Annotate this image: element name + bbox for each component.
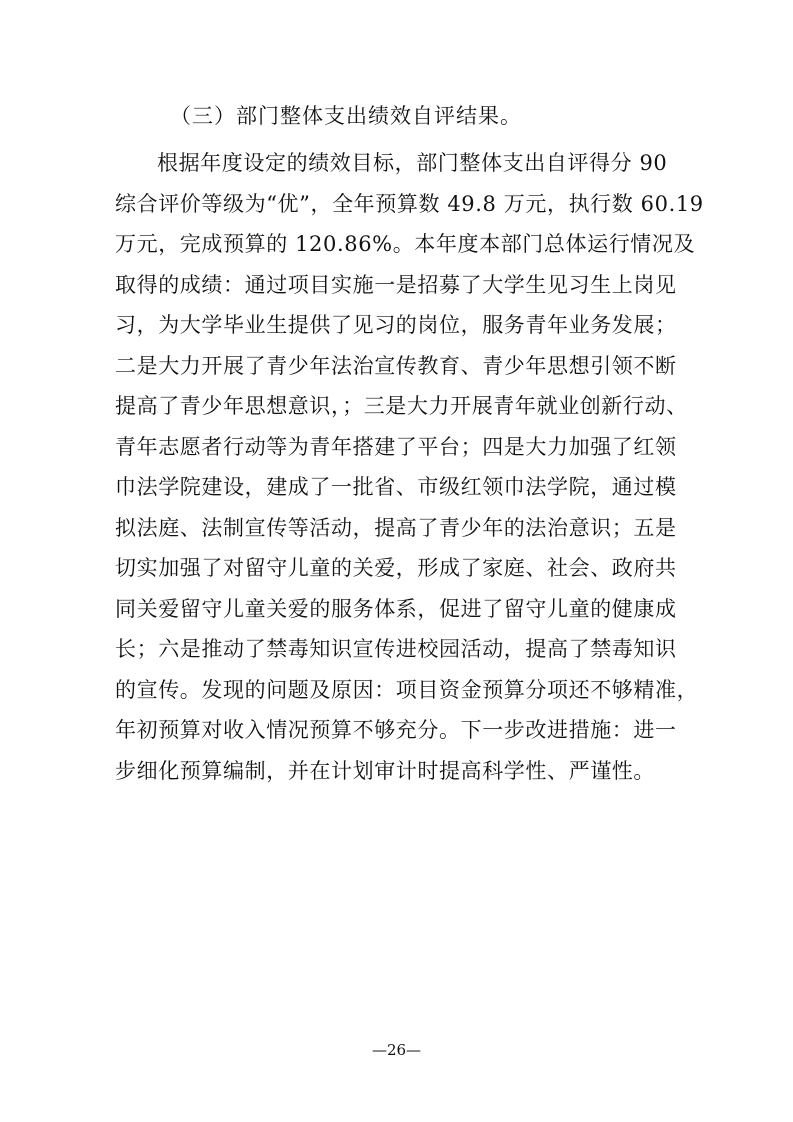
paragraph-line: 取得的成绩：通过项目实施一是招募了大学生见习生上岗见 [115, 272, 677, 297]
paragraph-line: 切实加强了对留守儿童的关爱，形成了家庭、社会、政府共 [115, 556, 677, 580]
paragraph-line: 二是大力开展了青少年法治宣传教育、青少年思想引领不断 [115, 353, 677, 378]
paragraph-line: 提高了青少年思想意识，；三是大力开展青年就业创新行动、 [115, 394, 688, 418]
paragraph-line: 年初预算对收入情况预算不够充分。下一步改进措施：进一 [115, 718, 677, 742]
paragraph-line: 拟法庭、法制宣传等活动，提高了青少年的法治意识；五是 [115, 515, 677, 540]
paragraph-line: 步细化预算编制，并在计划审计时提高科学性、严谨性。 [115, 758, 655, 783]
paragraph-line: 长；六是推动了禁毒知识宣传进校园活动，提高了禁毒知识 [115, 637, 677, 661]
page-number: —26— [371, 1041, 422, 1059]
paragraph-line: 万元，完成预算的 120.86%。本年度本部门总体运行情况及 [115, 232, 696, 256]
paragraph-line: 根据年度设定的绩效目标，部门整体支出自评得分 90 [157, 151, 668, 175]
section-heading: （三）部门整体支出绩效自评结果。 [170, 104, 522, 128]
paragraph-line: 综合评价等级为“优”，全年预算数 49.8 万元，执行数 60.19 [115, 191, 704, 216]
paragraph-line: 习，为大学毕业生提供了见习的岗位，服务青年业务发展； [115, 313, 677, 337]
paragraph-line: 巾法学院建设，建成了一批省、市级红领巾法学院，通过模 [115, 475, 677, 499]
paragraph-line: 同关爱留守儿童关爱的服务体系，促进了留守儿童的健康成 [115, 596, 677, 621]
paragraph-line: 的宣传。发现的问题及原因：项目资金预算分项还不够精准， [115, 677, 699, 702]
body-paragraph [115, 143, 704, 791]
paragraph-line: 青年志愿者行动等为青年搭建了平台；四是大力加强了红领 [115, 434, 677, 459]
